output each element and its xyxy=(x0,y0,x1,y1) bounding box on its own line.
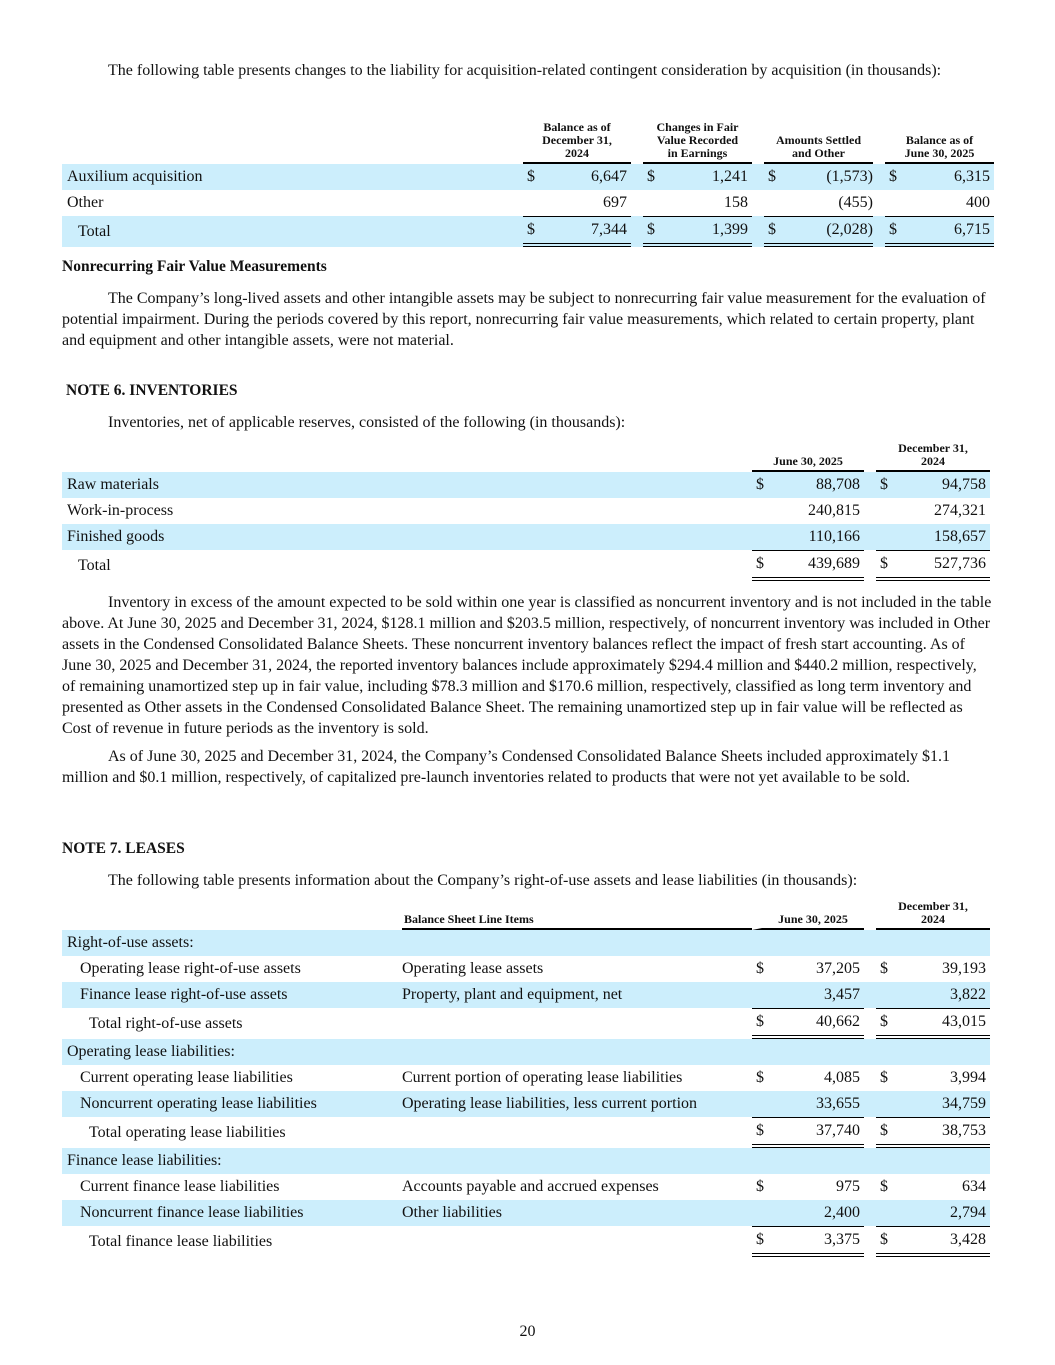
cell-value: 37,740 xyxy=(774,1117,864,1148)
column-header: Balance as of December 31, 2024 xyxy=(523,118,631,164)
dollar-sign: $ xyxy=(880,1178,888,1195)
note6-intro-text: Inventories, net of applicable reserves, consisted of the following (in thousands): xyxy=(108,414,626,431)
cell-value: 158,657 xyxy=(898,524,990,550)
table-row xyxy=(62,472,990,498)
dollar-sign: $ xyxy=(756,1178,764,1195)
table-row xyxy=(62,524,990,550)
cell-value: 3,994 xyxy=(950,1069,986,1086)
dollar-sign: $ xyxy=(885,164,907,190)
cell-value: (1,573) xyxy=(786,164,873,190)
row-label: Operating lease right-of-use assets xyxy=(80,960,301,977)
cell-value: 240,815 xyxy=(808,502,860,519)
cell-value: 43,015 xyxy=(898,1008,990,1039)
line-item: Operating lease assets xyxy=(402,960,544,977)
contingent-intro-text: The following table presents changes to the liability for acquisition-related contingent consideration by acquisition (in thousands): xyxy=(108,62,942,79)
inventory-prelaunch-text: As of June 30, 2025 and December 31, 2024, the Company’s Condensed Consolidated Balance Sheets included approximately $1.1 million and $0.1 million, respectively, of capitalized pre-launch inventories related to products that were not yet available to be sold. xyxy=(62,748,951,786)
row-label: Other xyxy=(67,194,104,211)
cell-value: 7,344 xyxy=(545,216,631,247)
dollar-sign: $ xyxy=(876,1008,898,1039)
dollar-sign: $ xyxy=(752,550,774,581)
column-header: Amounts Settled and Other xyxy=(764,118,873,164)
cell-value: 2,400 xyxy=(774,1200,864,1226)
cell-value: 1,399 xyxy=(665,216,752,247)
column-header: December 31, 2024 xyxy=(876,440,990,472)
row-label: Total xyxy=(78,556,111,574)
note7-heading: NOTE 7. LEASES xyxy=(62,840,185,857)
cell-value: 4,085 xyxy=(824,1069,860,1086)
dollar-sign: $ xyxy=(643,216,665,247)
line-item: Current portion of operating lease liabilities xyxy=(402,1069,683,1086)
cell-value: 6,647 xyxy=(545,164,631,190)
leases-table xyxy=(62,898,990,1257)
table-row xyxy=(62,190,994,216)
cell-value: 158 xyxy=(724,194,748,211)
row-label: Current finance lease liabilities xyxy=(80,1178,280,1195)
line-item: Operating lease liabilities, less current portion xyxy=(402,1091,752,1117)
contingent-consideration-table xyxy=(62,118,994,247)
cell-value: 39,193 xyxy=(942,960,986,977)
note7-intro xyxy=(62,870,994,891)
nonrecurring-text: The Company’s long-lived assets and other intangible assets may be subject to nonrecurring fair value measurement for the evaluation of potential impairment. During the periods covered by this report, nonrecurring fair value measurements, which related to certain property, plant and equipment and other intangible assets, were not material. xyxy=(62,290,986,349)
cell-value: 34,759 xyxy=(898,1091,990,1117)
dollar-sign: $ xyxy=(764,216,786,247)
inventories-table xyxy=(62,440,990,581)
table-row xyxy=(62,1200,990,1226)
column-header: Changes in Fair Value Recorded in Earnings xyxy=(643,118,752,164)
cell-value: 697 xyxy=(603,194,627,211)
table-row-total xyxy=(62,550,990,581)
table-row xyxy=(62,1065,990,1091)
dollar-sign: $ xyxy=(880,1069,888,1086)
column-header-line-items: Balance Sheet Line Items xyxy=(402,898,752,930)
row-label: Raw materials xyxy=(62,472,752,498)
cell-value: 38,753 xyxy=(898,1117,990,1148)
cell-value: 439,689 xyxy=(774,550,864,581)
cell-value: 3,822 xyxy=(898,982,990,1008)
line-item: Accounts payable and accrued expenses xyxy=(402,1178,659,1195)
cell-value: 527,736 xyxy=(898,550,990,581)
section-label: Finance lease liabilities: xyxy=(62,1148,402,1174)
dollar-sign: $ xyxy=(756,1069,764,1086)
table-row xyxy=(62,982,990,1008)
table-row-total xyxy=(62,1117,990,1148)
cell-value: 274,321 xyxy=(934,502,986,519)
cell-value: 6,715 xyxy=(907,216,994,247)
cell-value: 400 xyxy=(966,194,990,211)
table-row xyxy=(62,1091,990,1117)
table-row xyxy=(62,498,990,524)
cell-value: 37,205 xyxy=(816,960,860,977)
cell-value: 1,241 xyxy=(665,164,752,190)
cell-value: 40,662 xyxy=(774,1008,864,1039)
dollar-sign: $ xyxy=(885,216,907,247)
dollar-sign: $ xyxy=(756,960,764,977)
column-header: Balance as of June 30, 2025 xyxy=(885,118,994,164)
dollar-sign: $ xyxy=(752,1117,774,1148)
table-row-total xyxy=(62,1008,990,1039)
cell-value: (2,028) xyxy=(786,216,873,247)
section-row xyxy=(62,930,990,956)
dollar-sign: $ xyxy=(752,1226,774,1257)
column-header: June 30, 2025 xyxy=(752,440,864,472)
row-label: Noncurrent operating lease liabilities xyxy=(62,1091,402,1117)
cell-value: 3,428 xyxy=(898,1226,990,1257)
table-row xyxy=(62,956,990,982)
dollar-sign: $ xyxy=(752,1008,774,1039)
table-row xyxy=(62,164,994,190)
dollar-sign: $ xyxy=(764,164,786,190)
table-row xyxy=(62,1174,990,1200)
cell-value: 33,655 xyxy=(774,1091,864,1117)
column-header: June 30, 2025 xyxy=(752,898,864,930)
section-label: Operating lease liabilities: xyxy=(62,1039,402,1065)
dollar-sign: $ xyxy=(876,472,898,498)
row-label: Total right-of-use assets xyxy=(89,1014,243,1032)
cell-value: 3,375 xyxy=(774,1226,864,1257)
cell-value: 88,708 xyxy=(774,472,864,498)
inventory-prelaunch-paragraph xyxy=(62,746,994,788)
dollar-sign: $ xyxy=(880,960,888,977)
dollar-sign: $ xyxy=(876,1117,898,1148)
row-label: Current operating lease liabilities xyxy=(80,1069,293,1086)
cell-value: 634 xyxy=(962,1178,986,1195)
dollar-sign: $ xyxy=(752,472,774,498)
nonrecurring-paragraph xyxy=(62,288,994,351)
inventory-noncurrent-paragraph xyxy=(62,592,994,739)
dollar-sign: $ xyxy=(876,550,898,581)
contingent-intro xyxy=(62,60,994,81)
dollar-sign: $ xyxy=(523,164,545,190)
row-label: Total finance lease liabilities xyxy=(89,1232,273,1250)
cell-value: 3,457 xyxy=(774,982,864,1008)
section-row xyxy=(62,1148,990,1174)
cell-value: (455) xyxy=(838,194,873,211)
row-label: Finance lease right-of-use assets xyxy=(62,982,402,1008)
dollar-sign: $ xyxy=(876,1226,898,1257)
row-label: Total operating lease liabilities xyxy=(89,1123,286,1141)
cell-value: 110,166 xyxy=(774,524,864,550)
table-row-total xyxy=(62,1226,990,1257)
section-label: Right-of-use assets: xyxy=(62,930,402,956)
row-label: Total xyxy=(62,216,523,247)
cell-value: 94,758 xyxy=(898,472,990,498)
row-label: Noncurrent finance lease liabilities xyxy=(62,1200,402,1226)
table-header-row xyxy=(62,440,990,472)
note7-intro-text: The following table presents information about the Company’s right-of-use assets and lease liabilities (in thousands): xyxy=(108,872,858,889)
page-number: 20 xyxy=(519,1323,536,1340)
table-header-row xyxy=(62,898,990,930)
nonrecurring-heading: Nonrecurring Fair Value Measurements xyxy=(62,258,327,275)
row-label: Auxilium acquisition xyxy=(62,164,523,190)
cell-value: 975 xyxy=(836,1178,860,1195)
cell-value: 2,794 xyxy=(898,1200,990,1226)
line-item: Property, plant and equipment, net xyxy=(402,982,752,1008)
table-row-total xyxy=(62,216,994,247)
dollar-sign: $ xyxy=(643,164,665,190)
section-row xyxy=(62,1039,990,1065)
row-label: Finished goods xyxy=(62,524,752,550)
line-item: Other liabilities xyxy=(402,1200,752,1226)
column-header: December 31, 2024 xyxy=(876,898,990,930)
cell-value: 6,315 xyxy=(907,164,994,190)
inventory-noncurrent-text: Inventory in excess of the amount expected to be sold within one year is classified as noncurrent inventory and is not included in the table above. At June 30, 2025 and December 31, 2024, $128.1 million and $203.5 million, respectively, of noncurrent inventory was included in Other assets in the Condensed Consolidated Balance Sheets. These noncurrent inventory balances reflect the impact of fresh start accounting. As of June 30, 2025 and December 31, 2024, the reported inventory balances include approximately $294.4 million and $440.2 million, respectively, of remaining unamortized step up in fair value, including $78.3 million and $170.6 million, respectively, classified as long term inventory and presented as Other assets in the Condensed Consolidated Balance Sheet. The remaining unamortized step up in fair value will be reflected as Cost of revenue in future periods as the inventory is sold. xyxy=(62,594,992,737)
table-header-row xyxy=(62,118,994,164)
note6-intro xyxy=(62,412,994,433)
row-label: Work-in-process xyxy=(67,502,174,519)
note6-heading: NOTE 6. INVENTORIES xyxy=(66,382,238,399)
dollar-sign: $ xyxy=(523,216,545,247)
